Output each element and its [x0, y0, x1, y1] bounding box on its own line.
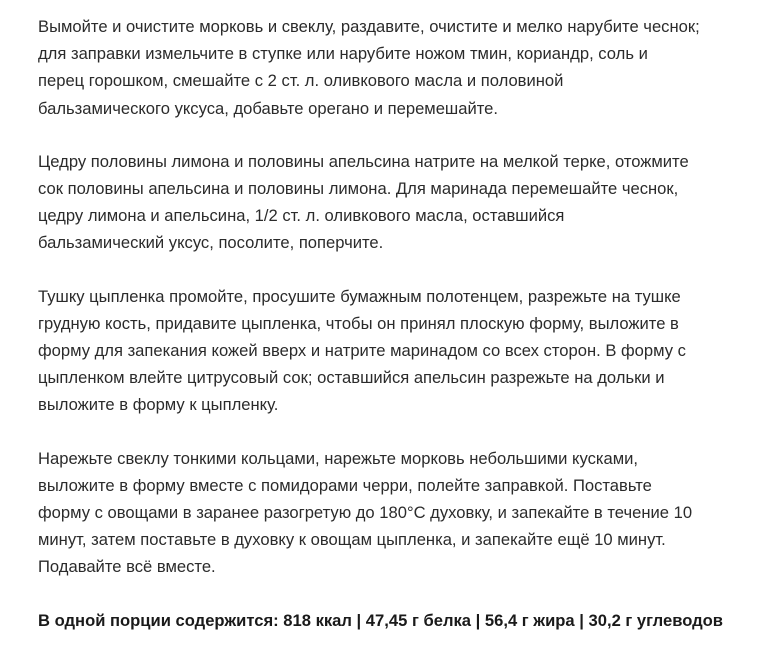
- text-line: цыпленком влейте цитрусовый сок; оставшийся апельсин разрежьте на дольки и: [38, 368, 665, 388]
- text-line: для заправки измельчите в ступке или нарубите ножом тмин, кориандр, соль и: [38, 44, 648, 64]
- text-line: цедру лимона и апельсина, 1/2 ст. л. оливкового масла, оставшийся: [38, 206, 565, 226]
- instruction-paragraph-4: [38, 445, 738, 581]
- text-line: Вымойте и очистите морковь и свеклу, раздавите, очистите и мелко нарубите чеснок;: [38, 17, 700, 36]
- text-line: форму для запекания кожей вверх и натрите маринадом со всех сторон. В форму с: [38, 341, 686, 361]
- instruction-paragraph-2: [38, 148, 738, 257]
- recipe-instructions: [38, 13, 738, 660]
- nutrition-facts: В одной порции содержится: 818 ккал | 47,45 г белка | 56,4 г жира | 30,2 г углеводов: [38, 610, 723, 630]
- text-line: минут, затем поставьте в духовку к овощам цыпленка, и запекайте ещё 10 минут.: [38, 530, 666, 550]
- text-line: выложите в форму к цыпленку.: [38, 395, 279, 415]
- text-line: форму с овощами в заранее разогретую до 180°С духовку, и запекайте в течение 10: [38, 503, 693, 523]
- instruction-paragraph-1: [38, 13, 738, 122]
- text-line: Цедру половины лимона и половины апельсина натрите на мелкой терке, отожмите: [38, 151, 689, 171]
- text-line: Подавайте всё вместе.: [38, 557, 216, 577]
- instruction-paragraph-3: [38, 283, 738, 419]
- text-line: перец горошком, смешайте с 2 ст. л. оливкового масла и половиной: [38, 71, 564, 91]
- text-line: Тушку цыпленка промойте, просушите бумажным полотенцем, разрежьте на тушке: [38, 286, 681, 306]
- text-line: Нарежьте свеклу тонкими кольцами, нарежьте морковь небольшими кусками,: [38, 448, 639, 468]
- text-line: бальзамический уксус, посолите, поперчите.: [38, 233, 384, 253]
- text-line: грудную кость, придавите цыпленка, чтобы он принял плоскую форму, выложите в: [38, 313, 679, 333]
- text-line: выложите в форму вместе с помидорами черри, полейте заправкой. Поставьте: [38, 475, 652, 495]
- text-line: бальзамического уксуса, добавьте орегано и перемешайте.: [38, 98, 498, 118]
- text-line: сок половины апельсина и половины лимона. Для маринада перемешайте чеснок,: [38, 179, 679, 199]
